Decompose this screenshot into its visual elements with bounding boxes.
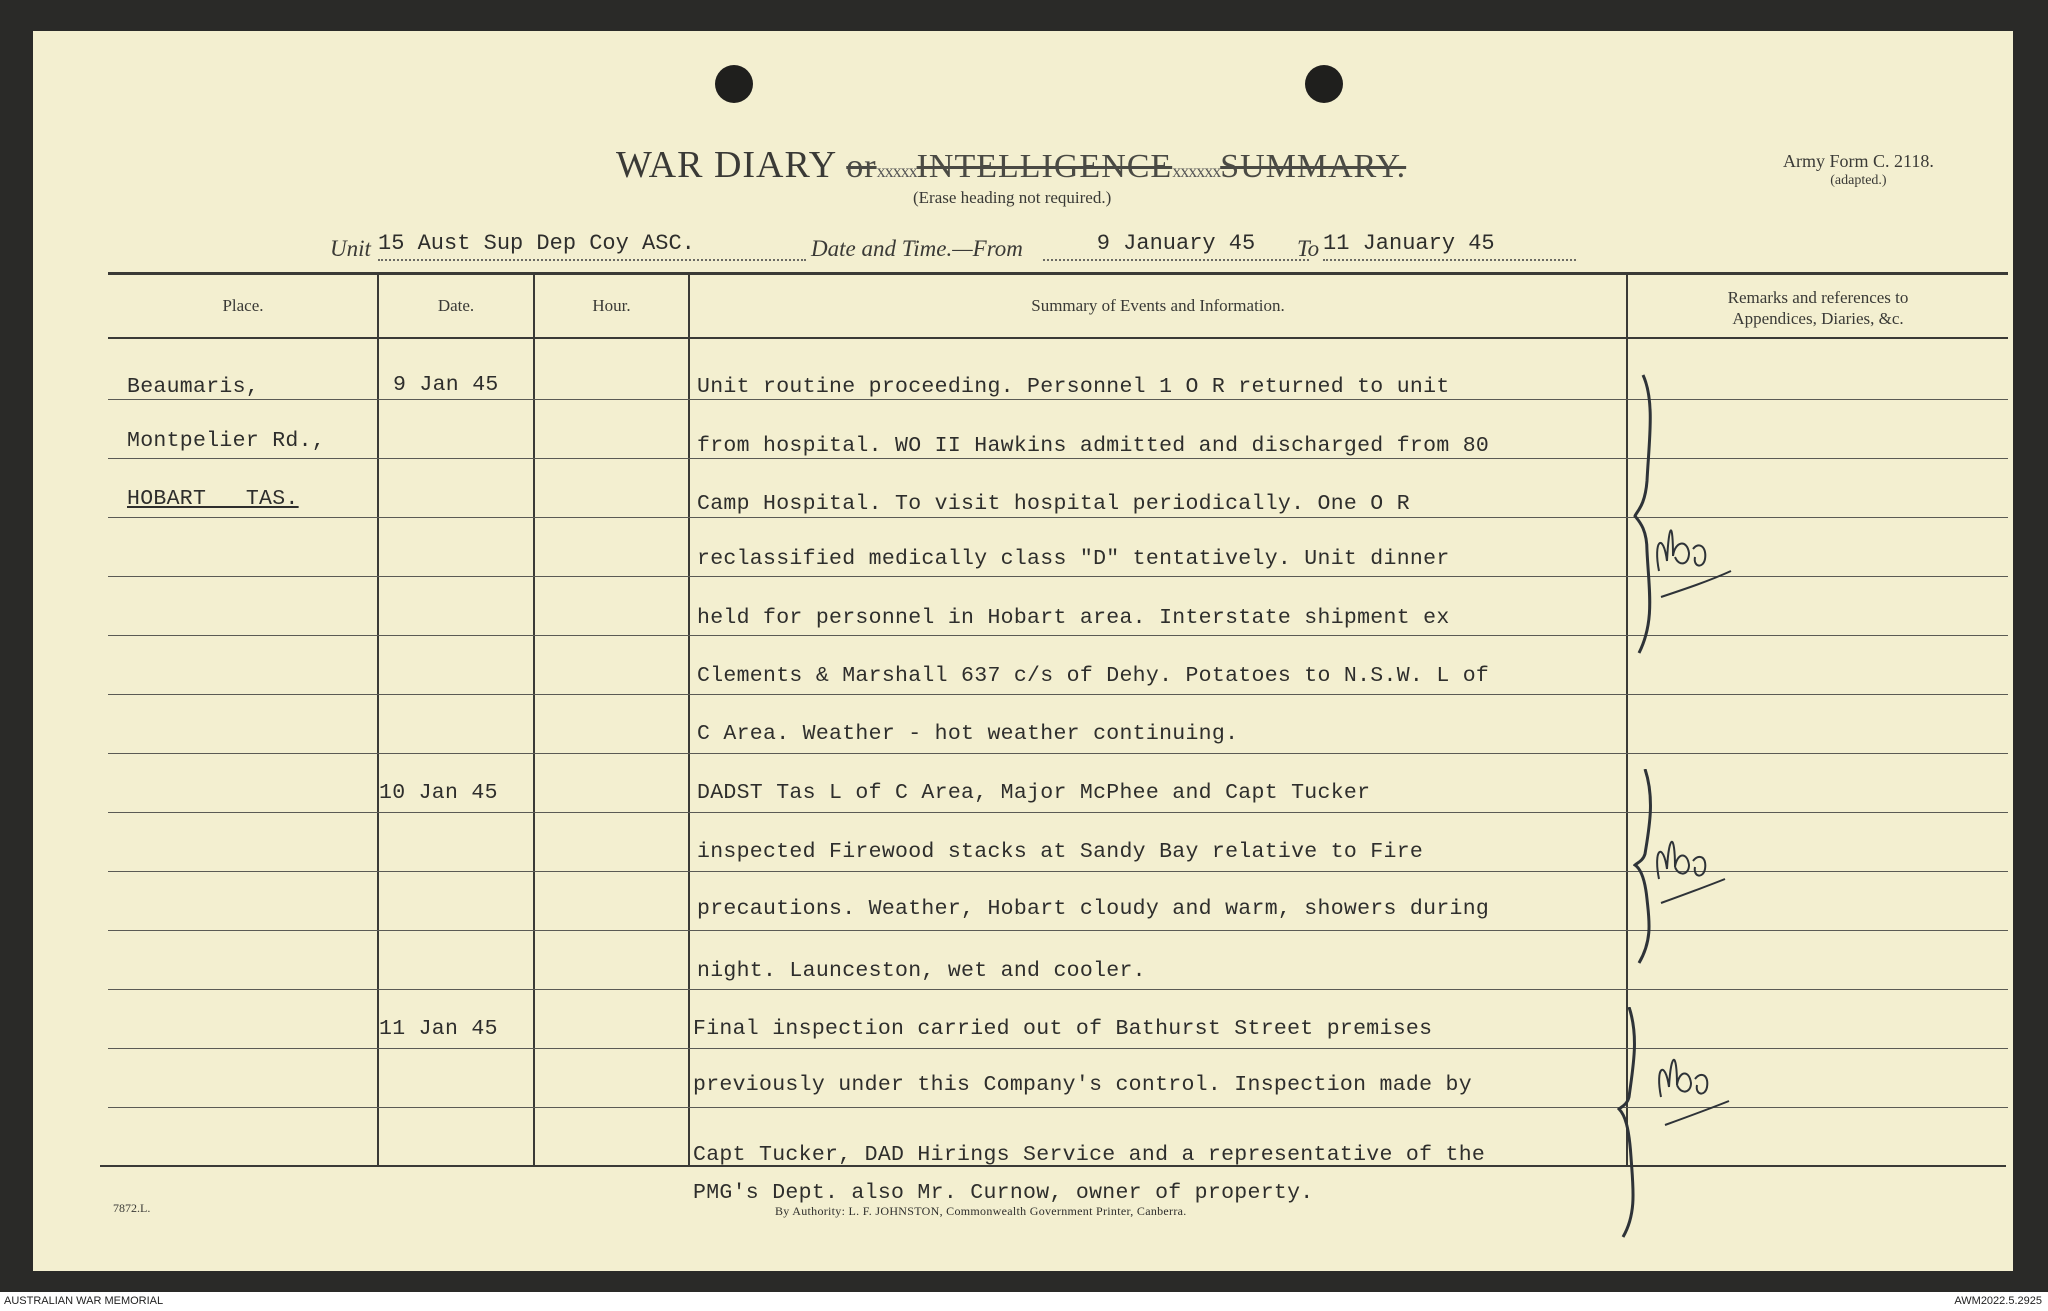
to-label: To [1297,236,1320,261]
summary-line: Clements & Marshall 637 c/s of Dehy. Potatoes to N.S.W. L of [697,664,1490,688]
summary-line: inspected Firewood stacks at Sandy Bay relative to Fire [697,840,1424,864]
place-line: Beaumaris, [127,375,260,399]
summary-line: Final inspection carried out of Bathurst Street premises [693,1017,1433,1041]
form-title [616,143,1406,187]
summary-line: Capt Tucker, DAD Hirings Service and a representative of the [693,1143,1486,1167]
bracket-and-initials [1617,1007,1757,1243]
summary-line: C Area. Weather - hot weather continuing. [697,722,1239,746]
unit-label: Unit [330,236,371,261]
summary-line: Camp Hospital. To visit hospital periodically. One O R [697,492,1410,516]
army-form-number [1783,151,1934,191]
summary-line: PMG's Dept. also Mr. Curnow, owner of property. [693,1181,1314,1205]
title-x-marks: xxxxxx [1172,161,1221,181]
date-entry: 9 Jan 45 [393,373,499,397]
unit-value: 15 Aust Sup Dep Coy ASC. [378,231,806,261]
bracket-and-initials [1633,371,1753,791]
title-summary: SUMMARY. [1220,148,1407,185]
from-date: 9 January 45 [1043,231,1309,261]
column-divider [688,274,690,1166]
bracket-and-initials [1633,769,1753,969]
place-line: Montpelier Rd., [127,429,326,453]
diary-page [33,31,2013,1271]
ruled-line [108,989,2008,990]
title-or: or [846,148,877,185]
archive-name: AUSTRALIAN WAR MEMORIAL [4,1295,164,1307]
column-divider [533,274,535,1166]
summary-line: held for personnel in Hobart area. Interstate shipment ex [697,606,1450,630]
title-intelligence: INTELLIGENCE [916,148,1173,185]
title-x-marks: xxxxx [876,161,917,181]
punch-hole [1305,65,1343,103]
column-header-summary: Summary of Events and Information. [1031,296,1285,315]
column-header-place: Place. [222,296,264,315]
summary-line: reclassified medically class "D" tentatively. Unit dinner [697,547,1450,571]
place-line: HOBART TAS. [127,487,299,511]
army-form-label: Army Form C. 2118. [1783,151,1934,171]
date-entry: 10 Jan 45 [379,781,498,805]
remarks-header-line: Remarks and references to [1727,288,1909,307]
to-date: 11 January 45 [1323,231,1576,261]
column-header-remarks [1628,287,2008,329]
printer-authority: By Authority: L. F. JOHNSTON, Commonwealth Government Printer, Canberra. [775,1204,1187,1218]
summary-line: previously under this Company's control. Inspection made by [693,1073,1472,1097]
form-number: 7872.L. [113,1201,151,1215]
punch-hole [715,65,753,103]
table-top-border [108,272,2008,275]
summary-line: DADST Tas L of C Area, Major McPhee and Capt Tucker [697,781,1371,805]
remarks-header-line: Appendices, Diaries, &c. [1732,309,1904,328]
summary-line: from hospital. WO II Hawkins admitted and discharged from 80 [697,434,1490,458]
date-time-label: Date and Time.—From [811,236,1023,261]
summary-line: Unit routine proceeding. Personnel 1 O R returned to unit [697,375,1450,399]
summary-line: precautions. Weather, Hobart cloudy and warm, showers during [697,897,1490,921]
army-form-sub: (adapted.) [1830,173,1887,188]
column-header-date: Date. [437,296,475,315]
archive-bar [0,1292,2048,1311]
archive-reference: AWM2022.5.2925 [1954,1295,2042,1307]
date-entry: 11 Jan 45 [379,1017,498,1041]
column-header-hour: Hour. [592,296,631,315]
erase-note: (Erase heading not required.) [913,188,1112,207]
title-war-diary: WAR DIARY [616,144,836,186]
summary-line: night. Launceston, wet and cooler. [697,959,1146,983]
header-bottom-border [108,337,2008,339]
